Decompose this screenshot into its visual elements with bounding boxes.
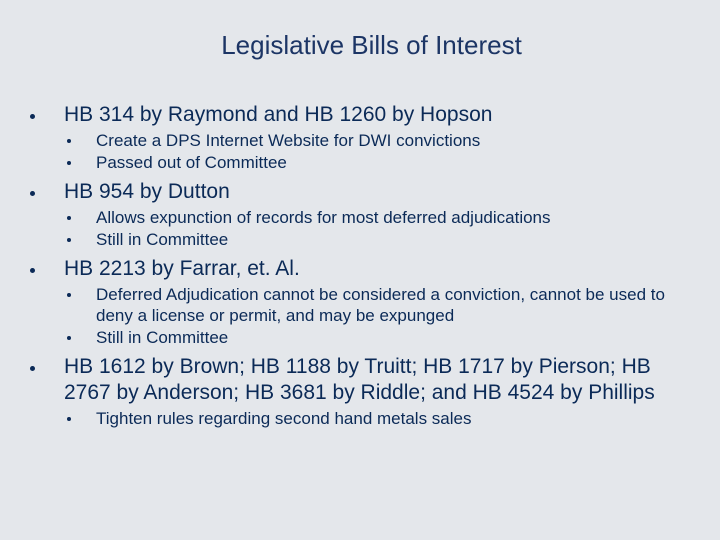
- bill-subitem-text: Passed out of Committee: [96, 153, 287, 172]
- bill-subitem: [64, 408, 690, 429]
- bill-subitem-text: Deferred Adjudication cannot be considered a conviction, cannot be used to deny a license or permit, and may be expunged: [96, 285, 665, 325]
- bill-subitems: [64, 284, 690, 348]
- bullet-icon: [30, 366, 35, 371]
- bill-subitem-text: Create a DPS Internet Website for DWI convictions: [96, 131, 481, 150]
- bill-subitem-text: Still in Committee: [96, 230, 229, 249]
- sub-bullet-icon: [67, 336, 71, 340]
- bill-subitem: [64, 207, 690, 228]
- bill-item: [30, 354, 690, 429]
- bill-subitems: [64, 408, 690, 429]
- sub-bullet-icon: [67, 161, 71, 165]
- bill-subitems: [64, 207, 690, 250]
- sub-bullet-icon: [67, 293, 71, 297]
- bill-list: [30, 102, 690, 435]
- bill-subitem: [64, 327, 690, 348]
- bill-subitem-text: Tighten rules regarding second hand metals sales: [96, 409, 472, 428]
- bill-label: HB 314 by Raymond and HB 1260 by Hopson: [64, 103, 493, 126]
- bill-item: [30, 179, 690, 250]
- bill-label: HB 2213 by Farrar, et. Al.: [64, 257, 300, 280]
- bill-subitem: [64, 284, 690, 326]
- bill-subitem: [64, 152, 690, 173]
- bullet-icon: [30, 191, 35, 196]
- bill-subitem: [64, 229, 690, 250]
- bill-subitem-text: Allows expunction of records for most deferred adjudications: [96, 208, 551, 227]
- bill-item: [30, 102, 690, 173]
- bill-item: [30, 256, 690, 348]
- sub-bullet-icon: [67, 417, 71, 421]
- bill-subitems: [64, 130, 690, 173]
- slide-title: Legislative Bills of Interest: [221, 30, 522, 60]
- sub-bullet-icon: [67, 139, 71, 143]
- bullet-icon: [30, 114, 35, 119]
- sub-bullet-icon: [67, 216, 71, 220]
- bill-label: HB 954 by Dutton: [64, 180, 230, 203]
- bill-subitem: [64, 130, 690, 151]
- bullet-icon: [30, 268, 35, 273]
- sub-bullet-icon: [67, 238, 71, 242]
- bill-subitem-text: Still in Committee: [96, 328, 229, 347]
- bill-label: HB 1612 by Brown; HB 1188 by Truitt; HB 1717 by Pierson; HB 2767 by Anderson; HB 3681 by Riddle; and HB 4524 by Phillips: [64, 355, 655, 404]
